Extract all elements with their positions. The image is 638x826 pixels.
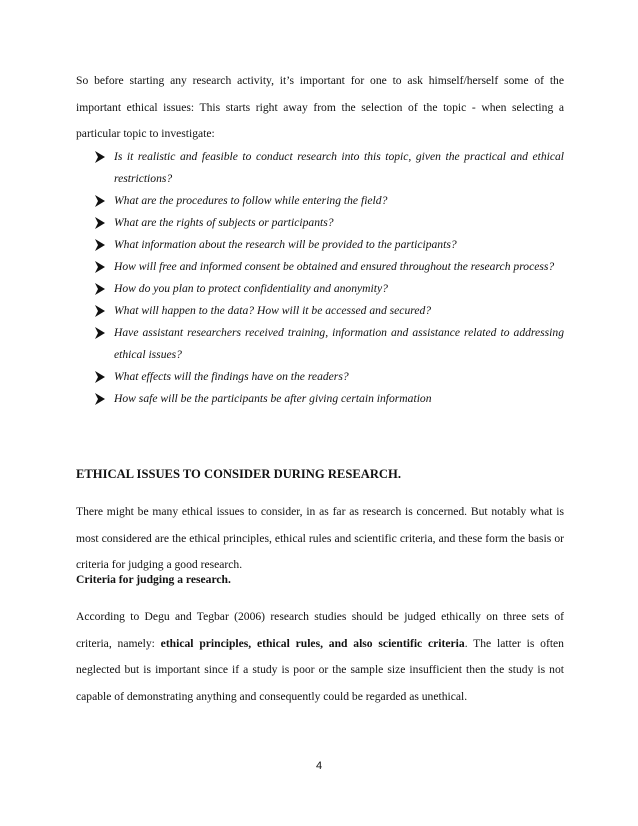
list-item bbox=[94, 256, 564, 278]
arrow-bullet-icon bbox=[94, 283, 106, 295]
arrow-bullet-icon bbox=[94, 239, 106, 251]
question-text: How do you plan to protect confidentiality and anonymity? bbox=[114, 282, 388, 295]
list-item bbox=[94, 300, 564, 322]
arrow-bullet-icon bbox=[94, 393, 106, 405]
list-item bbox=[94, 366, 564, 388]
arrow-bullet-icon bbox=[94, 151, 106, 163]
question-text: What information about the research will be provided to the participants? bbox=[114, 238, 457, 251]
criteria-text-after: . The latter is often neglected but is important since if a study is poor or the sample size insufficient then the study is not capable of demonstrating anything and consequently could be regarded as unethical. bbox=[76, 636, 564, 703]
section-paragraph: There might be many ethical issues to consider, in as far as research is concerned. But notably what is most considered are the ethical principles, ethical rules and scientific criteria, and these form the basis or criteria for judging a good research. bbox=[76, 505, 564, 571]
arrow-bullet-icon bbox=[94, 305, 106, 317]
intro-paragraph: So before starting any research activity, it’s important for one to ask himself/herself some of the important ethical issues: This starts right away from the selection of the topic - when selecting a particular topic to investigate: bbox=[76, 74, 564, 140]
question-text: What effects will the findings have on the readers? bbox=[114, 370, 349, 383]
criteria-emphasis: ethical principles, ethical rules, and also scientific criteria bbox=[160, 636, 465, 650]
page-number: 4 bbox=[315, 760, 323, 772]
question-text: How will free and informed consent be obtained and ensured throughout the research process? bbox=[114, 260, 555, 273]
arrow-bullet-icon bbox=[94, 195, 106, 207]
question-text: How safe will be the participants be after giving certain information bbox=[114, 392, 432, 405]
list-item bbox=[94, 190, 564, 212]
criteria-text-before: According to Degu and Tegbar (2006) research studies should be judged ethically on three sets of criteria, namely: bbox=[76, 610, 564, 650]
criteria-paragraph bbox=[76, 604, 564, 710]
arrow-bullet-icon bbox=[94, 327, 106, 339]
list-item bbox=[94, 234, 564, 256]
ethical-questions-list bbox=[94, 146, 564, 410]
list-item bbox=[94, 278, 564, 300]
list-item bbox=[94, 322, 564, 366]
arrow-bullet-icon bbox=[94, 371, 106, 383]
section-heading: ETHICAL ISSUES TO CONSIDER DURING RESEARCH. bbox=[76, 467, 401, 481]
list-item bbox=[94, 388, 564, 410]
question-text: What are the procedures to follow while entering the field? bbox=[114, 194, 388, 207]
arrow-bullet-icon bbox=[94, 261, 106, 273]
question-text: What will happen to the data? How will it be accessed and secured? bbox=[114, 304, 432, 317]
list-item bbox=[94, 212, 564, 234]
criteria-subheading: Criteria for judging a research. bbox=[76, 573, 231, 586]
question-text: What are the rights of subjects or participants? bbox=[114, 216, 334, 229]
arrow-bullet-icon bbox=[94, 217, 106, 229]
list-item bbox=[94, 146, 564, 190]
question-text: Have assistant researchers received training, information and assistance related to addressing ethical issues? bbox=[114, 326, 564, 361]
question-text: Is it realistic and feasible to conduct research into this topic, given the practical and ethical restrictions? bbox=[114, 150, 564, 185]
